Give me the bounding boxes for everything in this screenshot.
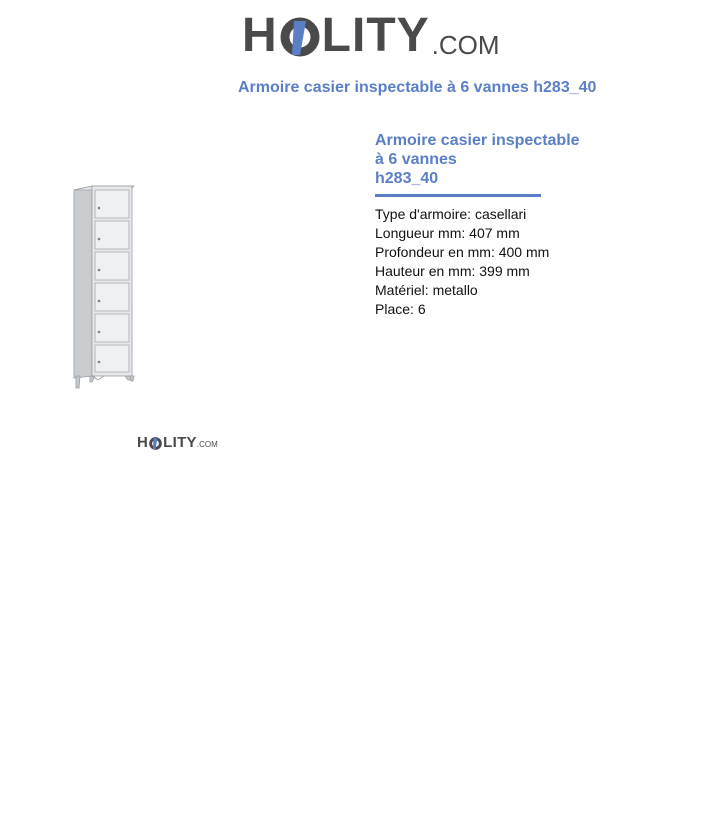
spec-value: 6 [417,301,426,317]
logo-domain: .COM [431,30,500,60]
spec-item: Matériel: metallo [375,282,478,298]
small-logo-letter-h: H [137,434,149,451]
spec-value: casellari [474,206,527,222]
product-name-line-1: Armoire casier inspectable [375,132,580,149]
product-name-divider [375,194,541,197]
spec-label: Matériel [375,282,425,298]
spec-value: 400 mm [498,244,550,260]
product-name [375,131,590,188]
page-title: Armoire casier inspectable à 6 vannes h283_40 [238,79,597,96]
spec-item: Place: 6 [375,301,426,317]
product-name-line-3: h283_40 [375,170,439,187]
logo-o-icon [280,16,320,56]
product-name-line-2: à 6 vannes [375,151,457,168]
spec-value: 407 mm [469,225,520,241]
logo-letters-lity: LITY [321,9,430,62]
spec-item: Longueur mm: 407 mm [375,225,520,241]
spec-item: Hauteur en mm: 399 mm [375,263,530,279]
spec-value: 399 mm [479,263,530,279]
spec-value: metallo [432,282,478,298]
spec-label: Profondeur en mm [375,244,491,260]
product-details [375,131,635,319]
small-logo-wordmark [137,434,197,452]
spec-list [375,205,635,319]
small-logo-domain: .COM [196,440,218,449]
brand-logo[interactable] [242,10,500,62]
small-logo-o-icon [149,437,162,450]
logo-letter-h: H [242,9,278,62]
spec-item: Profondeur en mm: 400 mm [375,244,550,260]
locker-cabinet-image [70,180,142,390]
spec-label: Place [375,301,411,317]
spec-label: Type d'armoire [375,206,468,222]
small-logo-letters-lity: LITY [163,434,197,451]
brand-logo-small [137,434,218,452]
spec-label: Hauteur en mm [375,263,472,279]
spec-item: Type d'armoire: casellari [375,206,527,222]
spec-label: Longueur mm [375,225,462,241]
brand-logo-wordmark [242,10,430,62]
